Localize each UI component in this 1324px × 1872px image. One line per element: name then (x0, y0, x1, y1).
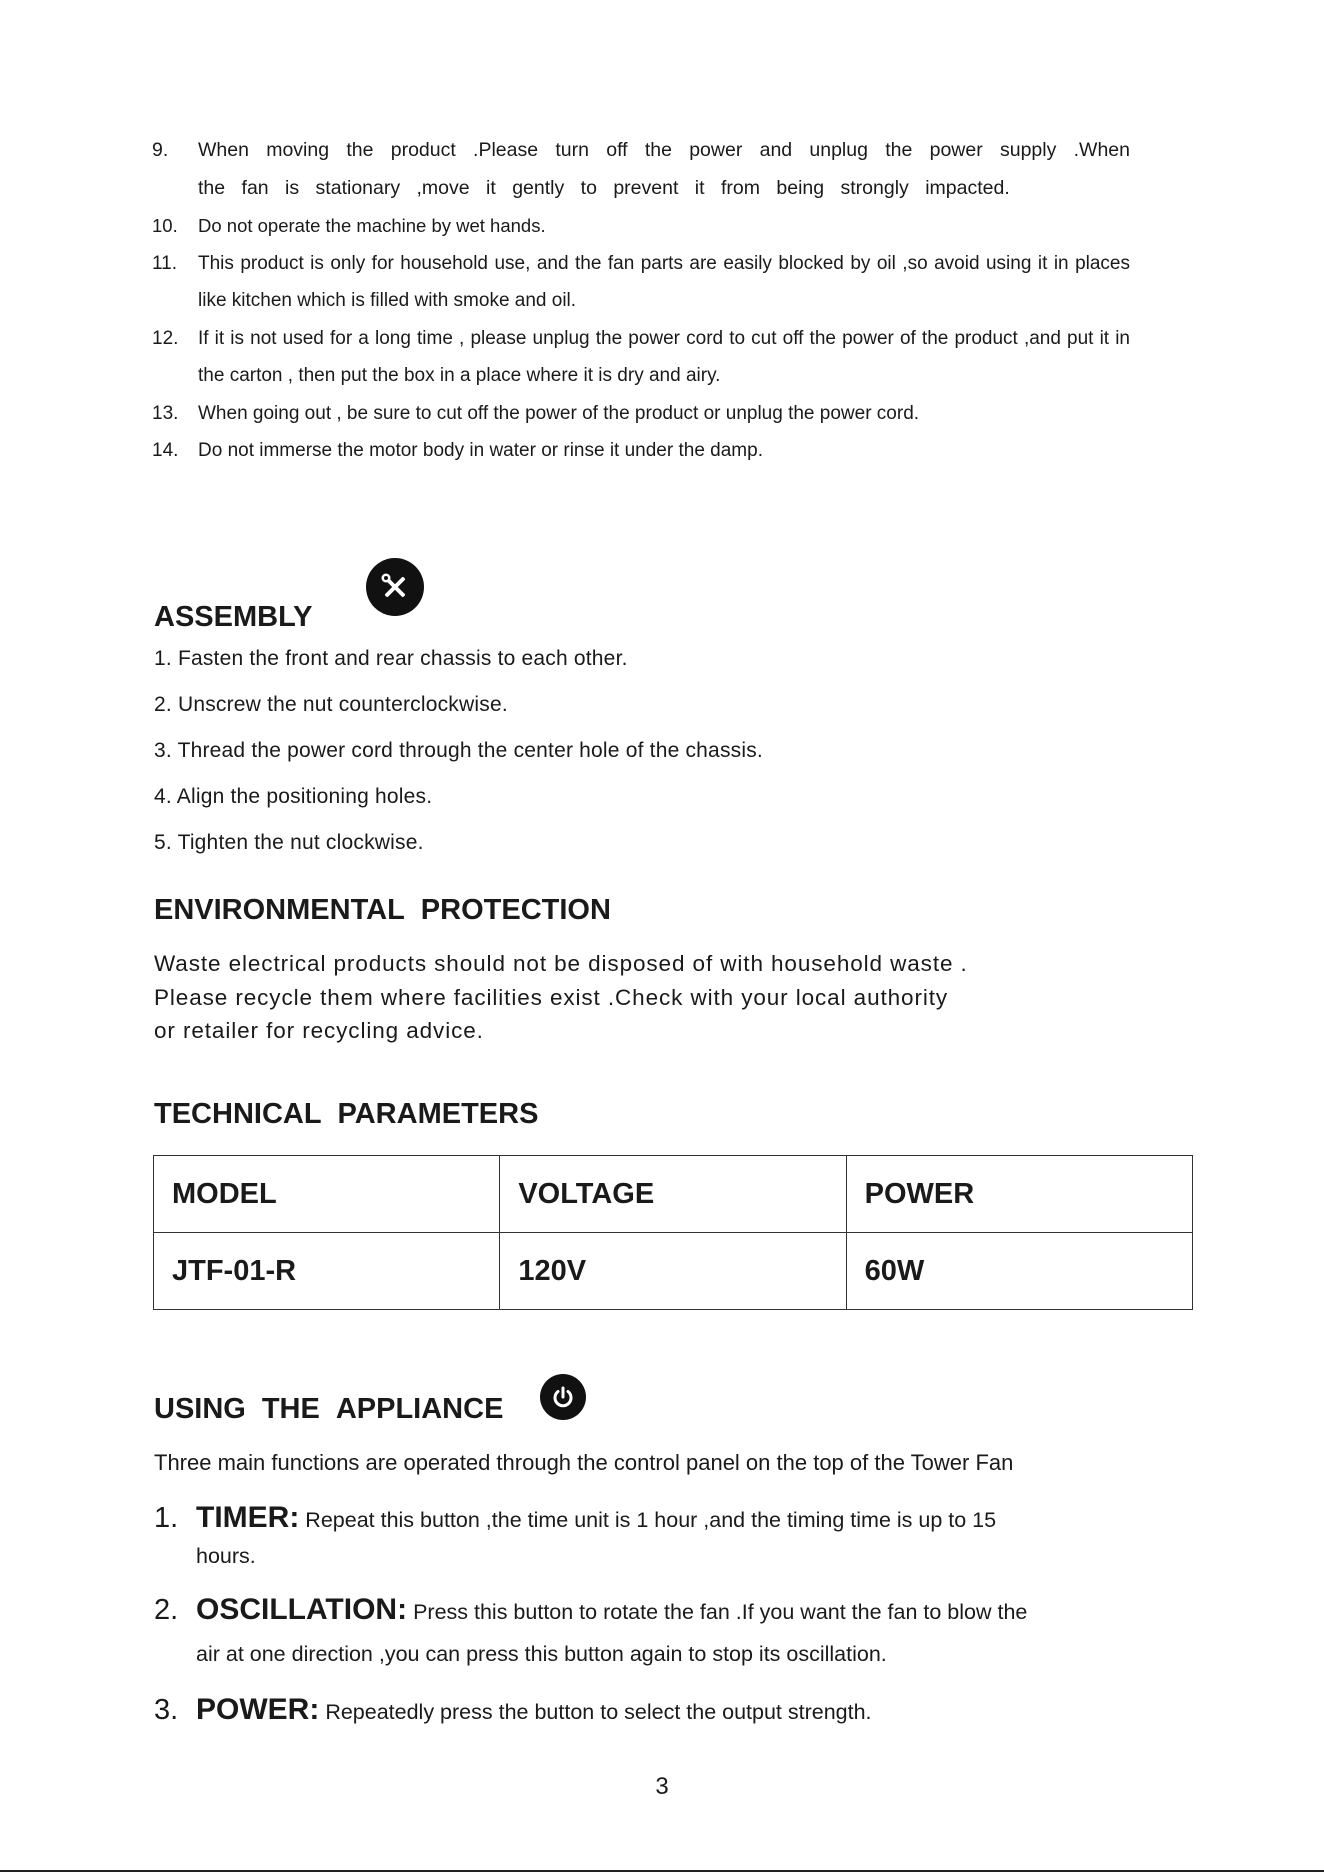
safety-item (152, 395, 1130, 433)
item-number: 12. (152, 327, 179, 349)
item-number: 11. (152, 252, 178, 274)
table-header: VOLTAGE (500, 1156, 846, 1233)
heading-word: THE (261, 1393, 320, 1425)
safety-item (152, 132, 1130, 207)
environmental-text (154, 947, 1154, 1048)
item-text: When going out , be sure to cut off the power of the product or unplug the power cord. (198, 402, 920, 424)
function-item-oscillation (154, 1592, 1154, 1672)
parameters-table (153, 1155, 1193, 1310)
assembly-steps (154, 636, 763, 866)
function-separator: : (397, 1593, 408, 1626)
function-text: Repeat this button ,the time unit is 1 hour ,and the timing time is up to 15 (299, 1508, 997, 1532)
item-text: When moving the product .Please turn off the power and unplug the power supply .When the fan is stationary ,move it gently to prevent it from being strongly impacted. (198, 139, 1130, 199)
item-number: 14. (152, 440, 179, 461)
safety-item (152, 245, 1130, 320)
heading-word: USING (154, 1393, 246, 1425)
safety-list (152, 132, 1130, 470)
list-item: 5. Tighten the nut clockwise. (154, 831, 424, 854)
function-item-power (154, 1692, 1154, 1730)
item-number: 13. (152, 402, 179, 424)
list-item: 2. Unscrew the nut counterclockwise. (154, 693, 508, 716)
heading-word: PARAMETERS (337, 1098, 539, 1130)
function-number: 3. (154, 1694, 179, 1726)
list-item: 1. Fasten the front and rear chassis to each other. (154, 647, 628, 670)
table-cell: JTF-01-R (154, 1233, 500, 1310)
function-name: POWER (196, 1693, 310, 1726)
function-number: 2. (154, 1594, 179, 1626)
safety-item (152, 432, 1130, 470)
table-header-row (154, 1156, 1193, 1233)
wrench-screwdriver-icon (366, 558, 424, 616)
table-row (154, 1233, 1193, 1310)
function-number: 1. (154, 1502, 179, 1534)
heading-word: ENVIRONMENTAL (154, 894, 405, 926)
function-name: TIMER (196, 1501, 290, 1534)
function-separator: : (309, 1693, 320, 1726)
function-text: hours. (196, 1544, 256, 1568)
text-line: Waste electrical products should not be disposed of with household waste . (154, 951, 968, 976)
power-icon (540, 1374, 586, 1420)
item-text: If it is not used for a long time , please unplug the power cord to cut off the power of the product ,and put it in the carton , then put the box in a place where it is dry and airy. (198, 327, 1130, 386)
item-number: 10. (152, 215, 178, 236)
heading-word: PROTECTION (420, 894, 611, 926)
safety-item (152, 207, 1130, 245)
function-name: OSCILLATION (196, 1593, 398, 1626)
table-header: MODEL (154, 1156, 500, 1233)
function-text: Repeatedly press the button to select the output strength. (319, 1700, 872, 1724)
item-text: Do not operate the machine by wet hands. (198, 215, 546, 236)
using-intro: Three main functions are operated through the control panel on the top of the Tower Fan (154, 1450, 1014, 1475)
item-number: 9. (152, 139, 169, 161)
safety-item (152, 320, 1130, 395)
item-text: Do not immerse the motor body in water or rinse it under the damp. (198, 440, 763, 461)
list-item: 4. Align the positioning holes. (154, 785, 433, 808)
using-title (154, 1392, 503, 1426)
text-line: or retailer for recycling advice. (154, 1018, 484, 1043)
list-item: 3. Thread the power cord through the center hole of the chassis. (154, 739, 763, 762)
function-separator: : (289, 1501, 300, 1534)
function-text: Press this button to rotate the fan .If you want the fan to blow the (407, 1600, 1028, 1624)
technical-title (154, 1097, 538, 1131)
function-text: air at one direction ,you can press this button again to stop its oscillation. (196, 1642, 887, 1666)
page-number: 3 (655, 1773, 669, 1800)
heading-word: APPLIANCE (335, 1393, 504, 1425)
item-text: This product is only for household use, and the fan parts are easily blocked by oil ,so avoid using it in places like kitchen which is filled with smoke and oil. (198, 252, 1130, 311)
text-line: Please recycle them where facilities exist .Check with your local authority (154, 984, 949, 1010)
assembly-title: ASSEMBLY (154, 601, 313, 633)
table-cell: 120V (500, 1233, 846, 1310)
function-item-timer (154, 1500, 1154, 1574)
table-header: POWER (846, 1156, 1192, 1233)
environmental-title (154, 893, 611, 927)
table-cell: 60W (846, 1233, 1192, 1310)
heading-word: TECHNICAL (154, 1098, 322, 1130)
